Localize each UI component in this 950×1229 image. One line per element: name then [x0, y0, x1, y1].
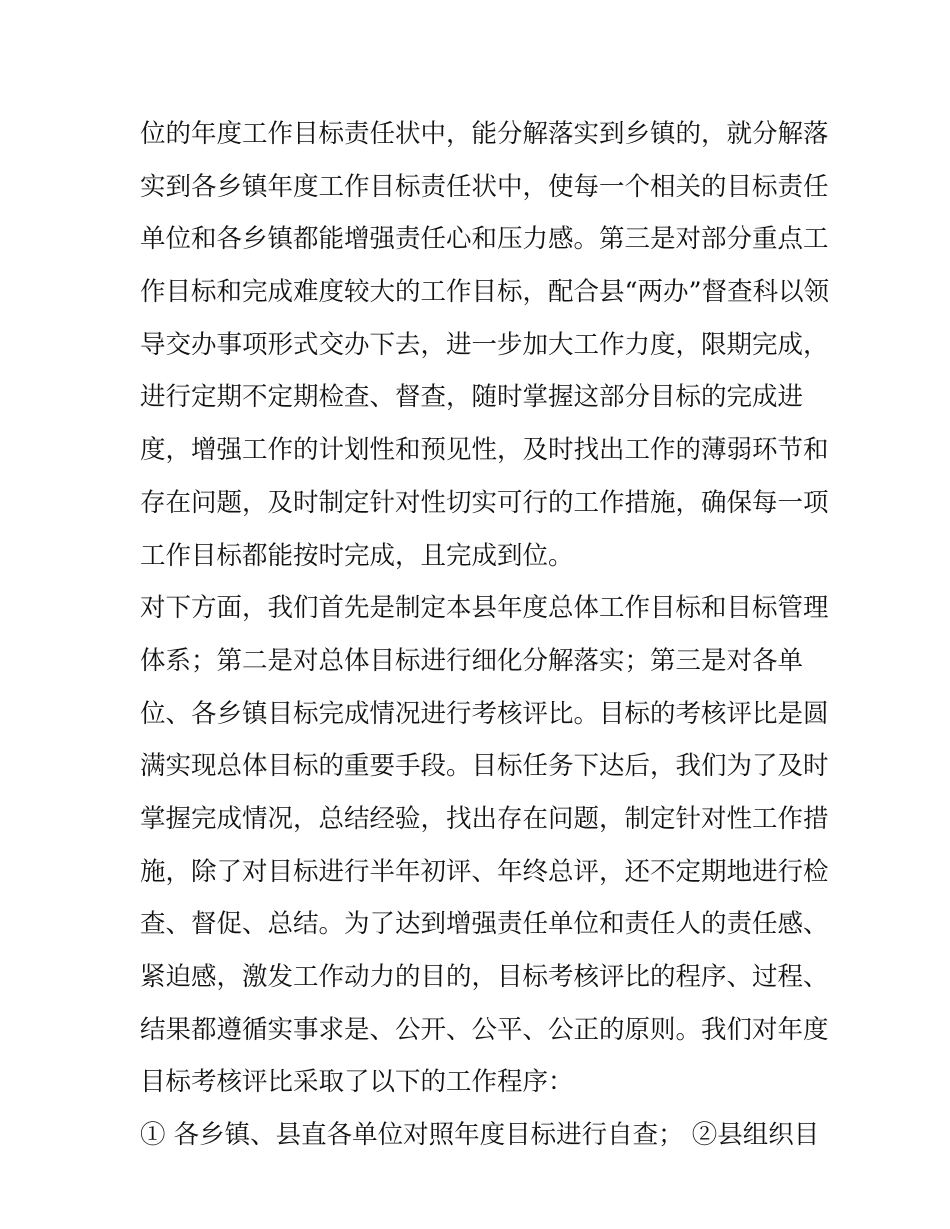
text-line-11: 体系；第二是对总体目标进行细化分解落实；第三是对各单: [140, 645, 804, 676]
text-line-17: 紧迫感，激发工作动力的目的，目标考核评比的程序、过程、: [140, 962, 829, 992]
body-text: [140, 108, 830, 1162]
text-line-15: 施，除了对目标进行半年初评、年终总评，还不定期地进行检: [140, 856, 829, 887]
text-line-13: 满实现总体目标的重要手段。目标任务下达后，我们为了及时: [140, 751, 829, 782]
text-line-10: 对下方面，我们首先是制定本县年度总体工作目标和目标管理: [140, 593, 829, 624]
text-line-6: 进行定期不定期检查、督查，随时掌握这部分目标的完成进: [140, 382, 804, 413]
text-line-12: 位、各乡镇目标完成情况进行考核评比。目标的考核评比是圆: [140, 698, 829, 729]
text-line-16: 查、督促、总结。为了达到增强责任单位和责任人的责任感、: [140, 909, 829, 940]
text-line-8: 存在问题，及时制定针对性切实可行的工作措施，确保每一项: [140, 487, 829, 518]
text-line-4: 作目标和完成难度较大的工作目标，配合县“两办”督查科以领: [140, 277, 830, 308]
text-line-20: ① 各乡镇、县直各单位对照年度目标进行自查； ②县组织目: [140, 1120, 820, 1151]
text-line-3: 单位和各乡镇都能增强责任心和压力感。第三是对部分重点工: [140, 224, 829, 255]
text-line-18: 结果都遵循实事求是、公开、公平、公正的原则。我们对年度: [140, 1014, 829, 1045]
text-line-2: 实到各乡镇年度工作目标责任状中，使每一个相关的目标责任: [140, 171, 829, 202]
text-line-19: 目标考核评比采取了以下的工作程序：: [140, 1067, 574, 1098]
text-line-14: 掌握完成情况，总结经验，找出存在问题，制定针对性工作措: [140, 803, 829, 834]
text-line-9: 工作目标都能按时完成，且完成到位。: [140, 540, 574, 571]
text-line-5: 导交办事项形式交办下去，进一步加大工作力度，限期完成，: [140, 329, 829, 360]
text-line-7: 度，增强工作的计划性和预见性，及时找出工作的薄弱环节和: [140, 435, 829, 466]
text-line-1: 位的年度工作目标责任状中，能分解落实到乡镇的，就分解落: [140, 119, 829, 149]
